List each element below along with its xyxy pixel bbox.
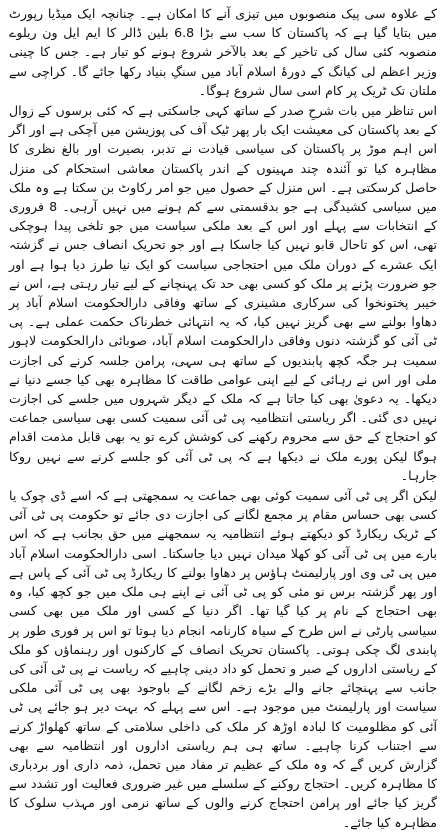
article-paragraph: لیکن اگر پی ٹی آئی سمیت کوئی بھی جماعت یہ سمجھتی ہے کہ اسے ڈی چوک یا کسی بھی حساس مقام پر مجمع لگانے کی اجازت دی جائے تو حکومت پی ٹی آئی کے ٹریک ریکارڈ کو دیکھتے ہوئے انتظامیہ یہ سمجھنے میں حق بجانب ہے کہ اس بارے میں پی ٹی آئی کو کھلا میدان نہیں دیا جاسکتا۔ اسی دارالحکومت اسلام آباد میں پی ٹی وی اور پارلیمنٹ ہاؤس پر دھاوا بولنے کا ریکارڈ پی ٹی آئی کے پاس ہے اور پھر گزشتہ برس نو مئی کو پی ٹی آئی نے اپنے ہی ملک میں جو کچھ کیا، وہ بھی احتجاج کے نام پر کیا گیا تھا۔ اگر دنیا کے کسی اور ملک میں بھی کسی سیاسی پارٹی نے اس طرح کے سیاہ کارنامہ انجام دیا ہوتا تو اس پر فوری طور پر پابندی لگ چکی ہوتی۔ پاکستان تحریک انصاف کے کارکنوں اور رہنماؤں کو ملک کے ریاستی اداروں کے صبر و تحمل کو داد دینی چاہیے کہ ریاست نے پی ٹی آئی کی جانب سے پہنچائے جانے والے بڑے زخم لگانے کے باوجود بھی پی ٹی آئی ملکی سیاست اور پارلیمنٹ میں موجود ہے۔ اس سے پہلے کہ بہت دیر ہو جائے پی ٹی آئی کو مظلومیت کا لبادہ اوڑھ کر ملک کی داخلی سلامتی کے ساتھ کھلواڑ کرنے سے اجتناب کرنا چاہیے۔ ساتھ ہی ہم ریاستی اداروں اور انتظامیہ سے بھی گزارش کریں گے کہ وہ ملک کے عظیم تر مفاد میں تحمل، ذمہ داری اور بردباری کا مظاہرہ کریں۔ احتجاج روکنے کے سلسلے میں غیر ضروری فعالیت اور تشدد سے گریز کیا جائے اور پرامن احتجاج کرنے والوں کے ساتھ نرمی اور مہذب سلوک کا مظاہرہ کیا جائے۔ bbox=[9, 488, 437, 830]
article-paragraph: کے علاوہ سی پیک منصوبوں میں تیزی آنے کا امکان ہے۔ چنانچہ ایک میڈیا رپورٹ میں بتایا گیا ہے کہ پاکستان کا سب سے بڑا 6.8 بلین ڈالر کا ایم ایل ون ریلوے منصوبہ کئی سال کی تاخیر کے بعد بالآخر شروع ہونے کو تیار ہے۔ جس کا چینی وزیر اعظم لی کیانگ کے دورۂ اسلام آباد میں سنگِ بنیاد رکھا جائے گا۔ کراچی سے ملتان تک ٹریک پر کام اسی سال شروع ہوگا۔ bbox=[9, 6, 437, 98]
article-paragraph: اس تناظر میں بات شرحِ صدر کے ساتھ کہی جاسکتی ہے کہ کئی برسوں کے زوال کے بعد پاکستان کی معیشت ایک بار پھر ٹیک آف کی پوزیشن میں آچکی ہے اور اگر اس اہم موڑ پر پاکستان کی سیاسی قیادت نے تدبر، بصیرت اور بالغ نظری کا مظاہرہ کیا تو آئندہ چند مہینوں کے اندر پاکستان معاشی استحکام کی منزل حاصل کرسکتی ہے۔ اس منزل کے حصول میں جو امر رکاوٹ بن سکتا ہے وہ ملک میں سیاسی کشیدگی ہے جو بدقسمتی سے کم ہونے میں نہیں آرہی۔ 8 فروری کے انتخابات سے پہلے اور اس کے بعد ملکی سیاست میں جو تلخی پیدا ہوچکی تھی، اس کو تاحال قابو نہیں کیا جاسکا ہے اور جو تحریک انصاف جس نے گزشتہ ایک عشرے کے دوران ملک میں احتجاجی سیاست کو ایک نیا طرز دیا ہوا ہے اور جو ضرورت پڑنے پر ملک کو کسی بھی حد تک پہنچانے کے لیے تیار رہتی ہے، اس نے خیبر پختونخوا کی سرکاری مشینری کے ساتھ وفاقی دارالحکومت اسلام آباد پر دھاوا بولنے سے بھی گریز نہیں کیا، کہ یہ انتہائی خطرناک حکمت عملی ہے۔ پی ٹی آئی کو گزشتہ دنوں وفاقی دارالحکومت اسلام آباد، صوبائی دارالحکومت لاہور سمیت ہر جگہ کچھ پابندیوں کے ساتھ ہی سہی، پرامن جلسہ کرنے کی اجازت ملی اور اس نے رہائی کے لیے اپنی عوامی طاقت کا مظاہرہ بھی کیا جسے دنیا نے دیکھا۔ یہ دعویٰ بھی کیا جاتا ہے کہ ملک کے دیگر شہروں میں جلسے کی اجازت نہیں دی گئی۔ اگر ریاستی انتظامیہ پی ٹی آئی سمیت کسی بھی سیاسی جماعت کو احتجاج کے حق سے محروم رکھنے کی کوشش کرے تو یہ بھی قابل مذمت اقدام ہوگا لیکن پورے ملک نے دیکھا ہے کہ پی ٹی آئی کو جلسے کرنے سے نہیں روکا جارہا۔ bbox=[9, 103, 437, 483]
